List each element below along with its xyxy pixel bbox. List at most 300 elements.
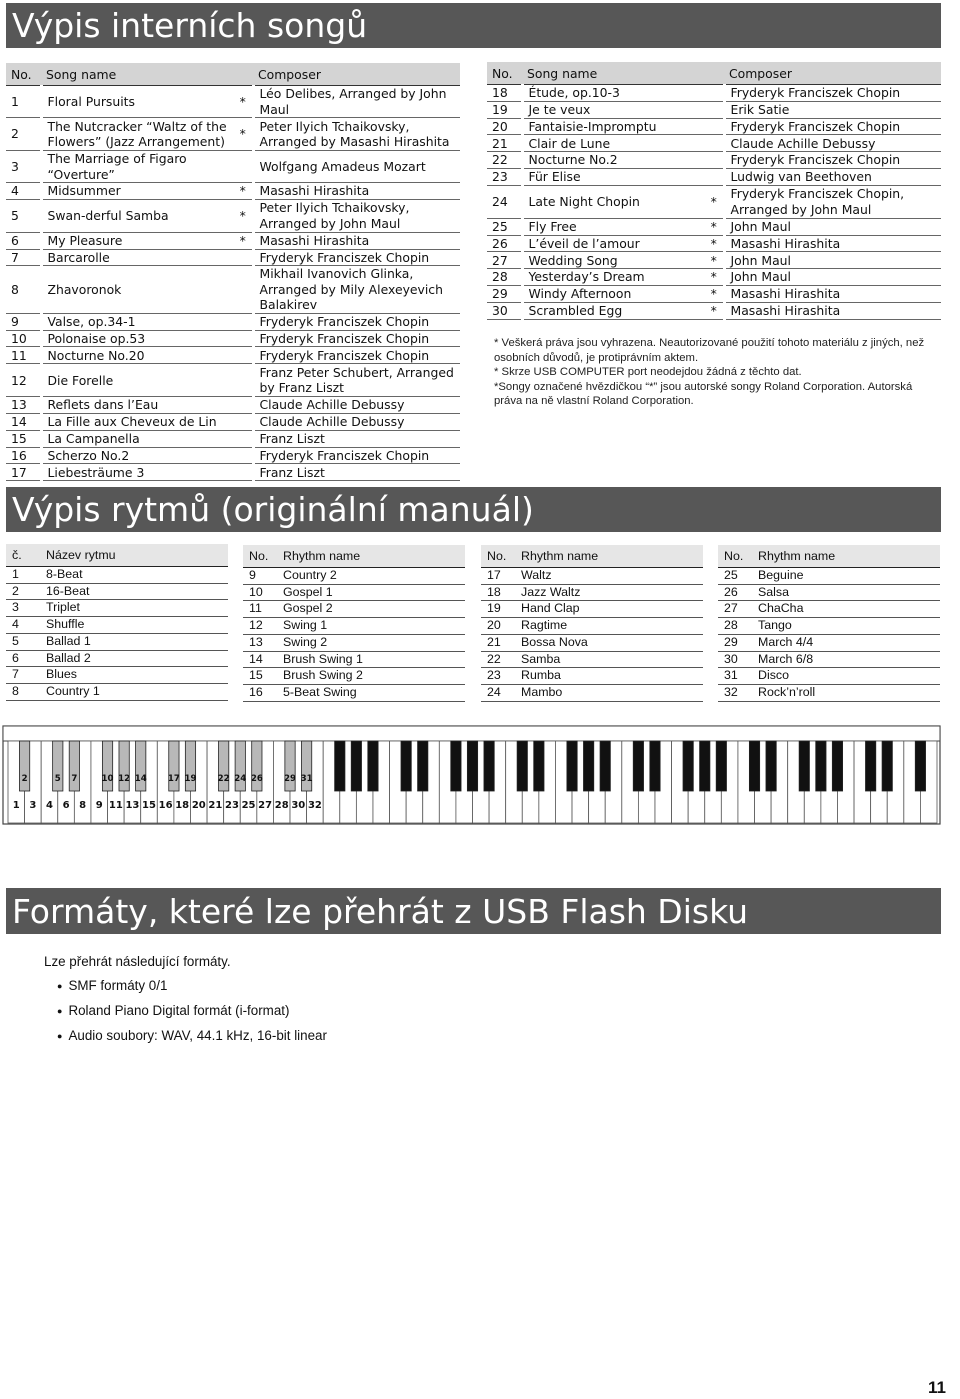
rhythm-number: 21 — [481, 634, 515, 651]
song-number: 10 — [6, 330, 41, 347]
black-key — [749, 741, 759, 791]
white-key-label: 6 — [62, 800, 70, 811]
song-star: * — [705, 252, 724, 269]
rhythm-row — [718, 651, 940, 668]
rhythm-row — [481, 651, 703, 668]
song-number: 22 — [487, 152, 522, 169]
black-key-label: 24 — [234, 774, 247, 784]
rhythm-name: 16-Beat — [40, 583, 228, 600]
col-header-star — [705, 62, 724, 85]
song-row — [487, 285, 941, 302]
rhythm-name: Brush Swing 2 — [277, 668, 465, 685]
song-number: 23 — [487, 168, 522, 185]
black-key — [799, 741, 809, 791]
rhythm-number: 22 — [481, 651, 515, 668]
white-key-label: 18 — [175, 800, 190, 811]
song-star — [705, 168, 724, 185]
black-key-label: 29 — [284, 774, 297, 784]
song-row — [487, 85, 941, 102]
song-composer: Masashi Hirashita — [253, 183, 460, 200]
song-name: Late Night Chopin — [522, 185, 705, 218]
song-composer: Fryderyk Franciszek Chopin — [253, 330, 460, 347]
rhythm-number: 5 — [6, 633, 40, 650]
rhythm-row — [718, 634, 940, 651]
white-key-label: 28 — [274, 800, 289, 811]
song-composer: Wolfgang Amadeus Mozart — [253, 151, 460, 183]
white-key-label: 4 — [45, 800, 53, 811]
note-3: *Songy označené hvězdičkou “*” jsou autorské songy Roland Corporation. Autorská práva na ně vlastní Roland Corporation. — [494, 380, 913, 408]
rhythm-number: 16 — [243, 684, 277, 701]
rhythm-row — [6, 567, 228, 584]
rhythm-number: 10 — [243, 584, 277, 601]
rhythm-name: Triplet — [40, 600, 228, 617]
col-header-no: No. — [481, 545, 515, 568]
white-key-label: 30 — [291, 800, 306, 811]
song-number: 25 — [487, 218, 522, 235]
white-key-label: 15 — [142, 800, 156, 811]
song-name: Étude, op.10-3 — [522, 85, 705, 102]
song-row — [6, 199, 460, 232]
col-header-no: No. — [718, 545, 752, 568]
song-name: Yesterday’s Dream — [522, 269, 705, 286]
white-key-label: 23 — [224, 800, 239, 811]
rhythm-table-1 — [6, 544, 228, 701]
rhythm-row — [243, 584, 465, 601]
rhythm-row — [243, 684, 465, 701]
song-name: The Nutcracker “Waltz of the Flowers” (Jazz Arrangement) — [41, 118, 234, 151]
rhythm-row — [243, 651, 465, 668]
white-key-label: 21 — [208, 800, 223, 811]
song-number: 17 — [6, 464, 41, 481]
song-number: 6 — [6, 232, 41, 249]
song-row — [6, 232, 460, 249]
song-composer: Fryderyk Franciszek Chopin — [724, 85, 941, 102]
rhythm-number: 4 — [6, 617, 40, 634]
rhythm-number: 23 — [481, 668, 515, 685]
rhythm-name: Samba — [515, 651, 703, 668]
song-number: 8 — [6, 266, 41, 314]
note-1: * Veškerá práva jsou vyhrazena. Neautorizované použití tohoto materiálu z jiných, než osobních důvodů, je protiprávním aktem. — [494, 337, 925, 364]
black-key-label: 31 — [300, 774, 313, 784]
song-number: 30 — [487, 302, 522, 319]
song-composer: Léo Delibes, Arranged by John Maul — [253, 86, 460, 118]
song-composer: Peter Ilyich Tchaikovsky, Arranged by Masashi Hirashita — [253, 118, 460, 151]
song-star: * — [705, 269, 724, 286]
rhythm-number: 28 — [718, 618, 752, 635]
song-star: * — [705, 285, 724, 302]
page-number: 11 — [928, 1378, 946, 1397]
song-star: * — [234, 86, 253, 118]
black-key — [418, 741, 428, 791]
song-composer: Fryderyk Franciszek Chopin — [253, 447, 460, 464]
rhythm-name: Gospel 1 — [277, 584, 465, 601]
rhythm-name: Country 1 — [40, 683, 228, 700]
song-name: My Pleasure — [41, 232, 234, 249]
song-star: * — [705, 185, 724, 218]
song-composer: Masashi Hirashita — [724, 235, 941, 252]
rhythm-name: Rock’n’roll — [752, 684, 940, 701]
song-row — [6, 86, 460, 118]
black-key — [700, 741, 710, 791]
song-composer: Erik Satie — [724, 101, 941, 118]
song-row — [487, 185, 941, 218]
rhythm-name: 8-Beat — [40, 567, 228, 584]
rhythm-row — [718, 668, 940, 685]
song-name: Je te veux — [522, 101, 705, 118]
song-composer: John Maul — [724, 269, 941, 286]
white-key-label: 27 — [258, 800, 273, 811]
black-key — [467, 741, 477, 791]
song-row — [6, 330, 460, 347]
rhythm-name: Mambo — [515, 684, 703, 701]
song-number: 11 — [6, 347, 41, 364]
black-key-label: 22 — [217, 774, 230, 784]
rhythm-row — [6, 683, 228, 700]
song-star: * — [705, 235, 724, 252]
song-row — [487, 302, 941, 319]
copyright-notes — [494, 336, 934, 409]
black-key-label: 14 — [134, 774, 147, 784]
rhythm-table-4 — [718, 545, 940, 702]
black-key — [451, 741, 461, 791]
song-star: * — [705, 218, 724, 235]
song-number: 4 — [6, 183, 41, 200]
black-key-label: 10 — [101, 774, 114, 784]
rhythm-number: 32 — [718, 684, 752, 701]
song-number: 9 — [6, 313, 41, 330]
song-row — [487, 118, 941, 135]
col-header-star — [234, 63, 253, 86]
song-star — [234, 249, 253, 266]
song-number: 29 — [487, 285, 522, 302]
rhythm-number: 19 — [481, 601, 515, 618]
song-number: 3 — [6, 151, 41, 183]
song-name: Midsummer — [41, 183, 234, 200]
song-composer: Masashi Hirashita — [724, 285, 941, 302]
black-key — [401, 741, 411, 791]
song-name: Die Forelle — [41, 364, 234, 397]
rhythm-row — [6, 633, 228, 650]
black-key-label: 26 — [250, 774, 263, 784]
rhythm-number: 30 — [718, 651, 752, 668]
song-name: Floral Pursuits — [41, 86, 234, 118]
black-key — [567, 741, 577, 791]
song-number: 1 — [6, 86, 41, 118]
rhythm-row — [481, 684, 703, 701]
song-number: 12 — [6, 364, 41, 397]
rhythm-number: 17 — [481, 568, 515, 585]
keyboard-diagram — [0, 724, 942, 826]
song-composer: Fryderyk Franciszek Chopin — [253, 249, 460, 266]
rhythm-name: Ballad 1 — [40, 633, 228, 650]
song-name: La Fille aux Cheveux de Lin — [41, 414, 234, 431]
song-row — [6, 249, 460, 266]
song-row — [487, 218, 941, 235]
song-star — [234, 447, 253, 464]
song-number: 28 — [487, 269, 522, 286]
song-number: 27 — [487, 252, 522, 269]
rhythm-number: 29 — [718, 634, 752, 651]
song-row — [6, 313, 460, 330]
rhythm-name: Disco — [752, 668, 940, 685]
song-name: Nocturne No.20 — [41, 347, 234, 364]
rhythm-name: Swing 1 — [277, 618, 465, 635]
rhythm-number: 13 — [243, 634, 277, 651]
song-composer: John Maul — [724, 252, 941, 269]
black-key — [915, 741, 925, 791]
rhythm-row — [6, 650, 228, 667]
black-key — [335, 741, 345, 791]
black-key — [583, 741, 593, 791]
song-star — [234, 151, 253, 183]
song-row — [6, 447, 460, 464]
song-number: 20 — [487, 118, 522, 135]
song-composer: Fryderyk Franciszek Chopin — [253, 313, 460, 330]
rhythm-name: Tango — [752, 618, 940, 635]
songs-section-title: Výpis interních songů — [6, 3, 941, 48]
song-number: 5 — [6, 199, 41, 232]
rhythm-number: 26 — [718, 584, 752, 601]
rhythm-name: Ragtime — [515, 618, 703, 635]
rhythm-row — [718, 684, 940, 701]
rhythm-name: Hand Clap — [515, 601, 703, 618]
black-key — [650, 741, 660, 791]
rhythm-name: March 6/8 — [752, 651, 940, 668]
song-row — [6, 430, 460, 447]
song-composer: Franz Peter Schubert, Arranged by Franz Liszt — [253, 364, 460, 397]
song-name: Liebesträume 3 — [41, 464, 234, 481]
song-name: Windy Afternoon — [522, 285, 705, 302]
song-name: La Campanella — [41, 430, 234, 447]
songs-table-right — [487, 62, 941, 320]
rhythm-row — [6, 667, 228, 684]
black-key — [882, 741, 892, 791]
col-header-composer: Composer — [253, 63, 460, 86]
song-name: Valse, op.34-1 — [41, 313, 234, 330]
white-key-label: 8 — [79, 800, 87, 811]
song-star: * — [234, 183, 253, 200]
black-key-label: 7 — [71, 774, 78, 784]
rhythm-row — [6, 600, 228, 617]
song-row — [487, 152, 941, 169]
song-row — [6, 151, 460, 183]
rhythm-number: 20 — [481, 618, 515, 635]
rhythm-number: 9 — [243, 568, 277, 585]
song-composer: Masashi Hirashita — [253, 232, 460, 249]
col-header-rhythm-name: Rhythm name — [277, 545, 465, 568]
black-key — [816, 741, 826, 791]
song-star — [705, 101, 724, 118]
song-star — [234, 347, 253, 364]
song-name: Clair de Lune — [522, 135, 705, 152]
black-key-label: 5 — [54, 774, 61, 784]
rhythm-number: 11 — [243, 601, 277, 618]
rhythm-row — [481, 668, 703, 685]
col-header-composer: Composer — [724, 62, 941, 85]
song-row — [487, 101, 941, 118]
rhythm-row — [481, 601, 703, 618]
rhythm-number: 3 — [6, 600, 40, 617]
rhythm-row — [718, 601, 940, 618]
song-composer: Ludwig van Beethoven — [724, 168, 941, 185]
rhythm-row — [718, 568, 940, 585]
song-star: * — [234, 199, 253, 232]
note-2: * Skrze USB COMPUTER port neodejdou žádná z těchto dat. — [494, 366, 802, 379]
song-number: 14 — [6, 414, 41, 431]
song-composer: Fryderyk Franciszek Chopin — [724, 118, 941, 135]
song-star: * — [705, 302, 724, 319]
song-row — [6, 266, 460, 314]
song-composer: Peter Ilyich Tchaikovsky, Arranged by John Maul — [253, 199, 460, 232]
song-star — [234, 430, 253, 447]
keyboard-top-bar — [3, 726, 940, 741]
song-number: 24 — [487, 185, 522, 218]
white-key-label: 13 — [125, 800, 140, 811]
song-composer: Claude Achille Debussy — [253, 414, 460, 431]
rhythm-name: Blues — [40, 667, 228, 684]
rhythm-table-3 — [481, 545, 703, 702]
song-composer: John Maul — [724, 218, 941, 235]
col-header-no: No. — [6, 63, 41, 86]
song-composer: Franz Liszt — [253, 464, 460, 481]
song-name: Swan-derful Samba — [41, 199, 234, 232]
white-key-label: 32 — [307, 800, 322, 811]
song-composer: Claude Achille Debussy — [724, 135, 941, 152]
rhythm-name: Brush Swing 1 — [277, 651, 465, 668]
song-row — [6, 347, 460, 364]
song-row — [6, 364, 460, 397]
song-row — [487, 168, 941, 185]
song-number: 2 — [6, 118, 41, 151]
rhythm-row — [243, 668, 465, 685]
song-name: Barcarolle — [41, 249, 234, 266]
col-header-rhythm-name: Název rytmu — [40, 544, 228, 567]
black-key — [484, 741, 494, 791]
rhythm-name: Country 2 — [277, 568, 465, 585]
col-header-no: č. — [6, 544, 40, 567]
rhythm-row — [481, 568, 703, 585]
black-key — [600, 741, 610, 791]
rhythm-row — [6, 583, 228, 600]
white-key-label: 9 — [95, 800, 103, 811]
song-star — [234, 464, 253, 481]
song-number: 15 — [6, 430, 41, 447]
rhythm-number: 14 — [243, 651, 277, 668]
black-key — [517, 741, 527, 791]
col-header-rhythm-name: Rhythm name — [752, 545, 940, 568]
song-name: Polonaise op.53 — [41, 330, 234, 347]
song-star — [705, 152, 724, 169]
rhythm-number: 8 — [6, 683, 40, 700]
rhythm-name: Jazz Waltz — [515, 584, 703, 601]
rhythm-name: ChaCha — [752, 601, 940, 618]
rhythm-name: Beguine — [752, 568, 940, 585]
rhythm-name: Ballad 2 — [40, 650, 228, 667]
song-composer: Fryderyk Franciszek Chopin, Arranged by John Maul — [724, 185, 941, 218]
song-star: * — [234, 118, 253, 151]
col-header-rhythm-name: Rhythm name — [515, 545, 703, 568]
song-number: 19 — [487, 101, 522, 118]
rhythm-name: March 4/4 — [752, 634, 940, 651]
song-composer: Masashi Hirashita — [724, 302, 941, 319]
rhythm-row — [481, 634, 703, 651]
rhythms-section-title: Výpis rytmů (originální manuál) — [6, 487, 941, 532]
white-key-label: 1 — [12, 800, 20, 811]
rhythm-row — [481, 618, 703, 635]
black-key-label: 12 — [118, 774, 131, 784]
col-header-song-name: Song name — [522, 62, 705, 85]
col-header-song-name: Song name — [41, 63, 234, 86]
rhythm-row — [243, 601, 465, 618]
black-key-label: 19 — [184, 774, 197, 784]
rhythm-row — [718, 584, 940, 601]
song-star — [234, 364, 253, 397]
song-star — [234, 313, 253, 330]
black-key — [766, 741, 776, 791]
song-name: Für Elise — [522, 168, 705, 185]
song-name: Zhavoronok — [41, 266, 234, 314]
song-name: The Marriage of Figaro “Overture” — [41, 151, 234, 183]
col-header-no: No. — [243, 545, 277, 568]
formats-intro: Lze přehrát následující formáty. — [44, 954, 231, 969]
black-key — [716, 741, 726, 791]
format-item: ● Roland Piano Digital formát (i-format) — [57, 999, 327, 1024]
rhythm-row — [243, 618, 465, 635]
song-composer: Fryderyk Franciszek Chopin — [724, 152, 941, 169]
song-name: L’éveil de l’amour — [522, 235, 705, 252]
format-item: ● SMF formáty 0/1 — [57, 974, 327, 999]
song-star — [234, 266, 253, 314]
white-key-label: 20 — [191, 800, 206, 811]
black-key-label: 2 — [21, 774, 28, 784]
song-name: Nocturne No.2 — [522, 152, 705, 169]
song-row — [487, 235, 941, 252]
rhythm-number: 6 — [6, 650, 40, 667]
song-number: 26 — [487, 235, 522, 252]
rhythm-row — [718, 618, 940, 635]
black-key — [534, 741, 544, 791]
rhythm-name: Swing 2 — [277, 634, 465, 651]
black-key — [866, 741, 876, 791]
song-composer: Fryderyk Franciszek Chopin — [253, 347, 460, 364]
rhythm-name: Rumba — [515, 668, 703, 685]
song-number: 7 — [6, 249, 41, 266]
col-header-no: No. — [487, 62, 522, 85]
rhythm-name: Waltz — [515, 568, 703, 585]
black-key — [633, 741, 643, 791]
song-composer: Mikhail Ivanovich Glinka, Arranged by Mily Alexeyevich Balakirev — [253, 266, 460, 314]
rhythm-name: Bossa Nova — [515, 634, 703, 651]
white-key-label: 3 — [29, 800, 37, 811]
song-star — [705, 118, 724, 135]
song-row — [487, 135, 941, 152]
black-key — [683, 741, 693, 791]
song-name: Reflets dans l’Eau — [41, 397, 234, 414]
white-key-label: 11 — [108, 800, 123, 811]
song-star — [234, 414, 253, 431]
song-name: Scrambled Egg — [522, 302, 705, 319]
song-star — [705, 85, 724, 102]
rhythm-name: Shuffle — [40, 617, 228, 634]
song-star: * — [234, 232, 253, 249]
song-name: Scherzo No.2 — [41, 447, 234, 464]
formats-section-title: Formáty, které lze přehrát z USB Flash Disku — [6, 888, 941, 934]
rhythm-row — [481, 584, 703, 601]
song-number: 21 — [487, 135, 522, 152]
rhythm-number: 31 — [718, 668, 752, 685]
black-key — [351, 741, 361, 791]
rhythm-number: 15 — [243, 668, 277, 685]
